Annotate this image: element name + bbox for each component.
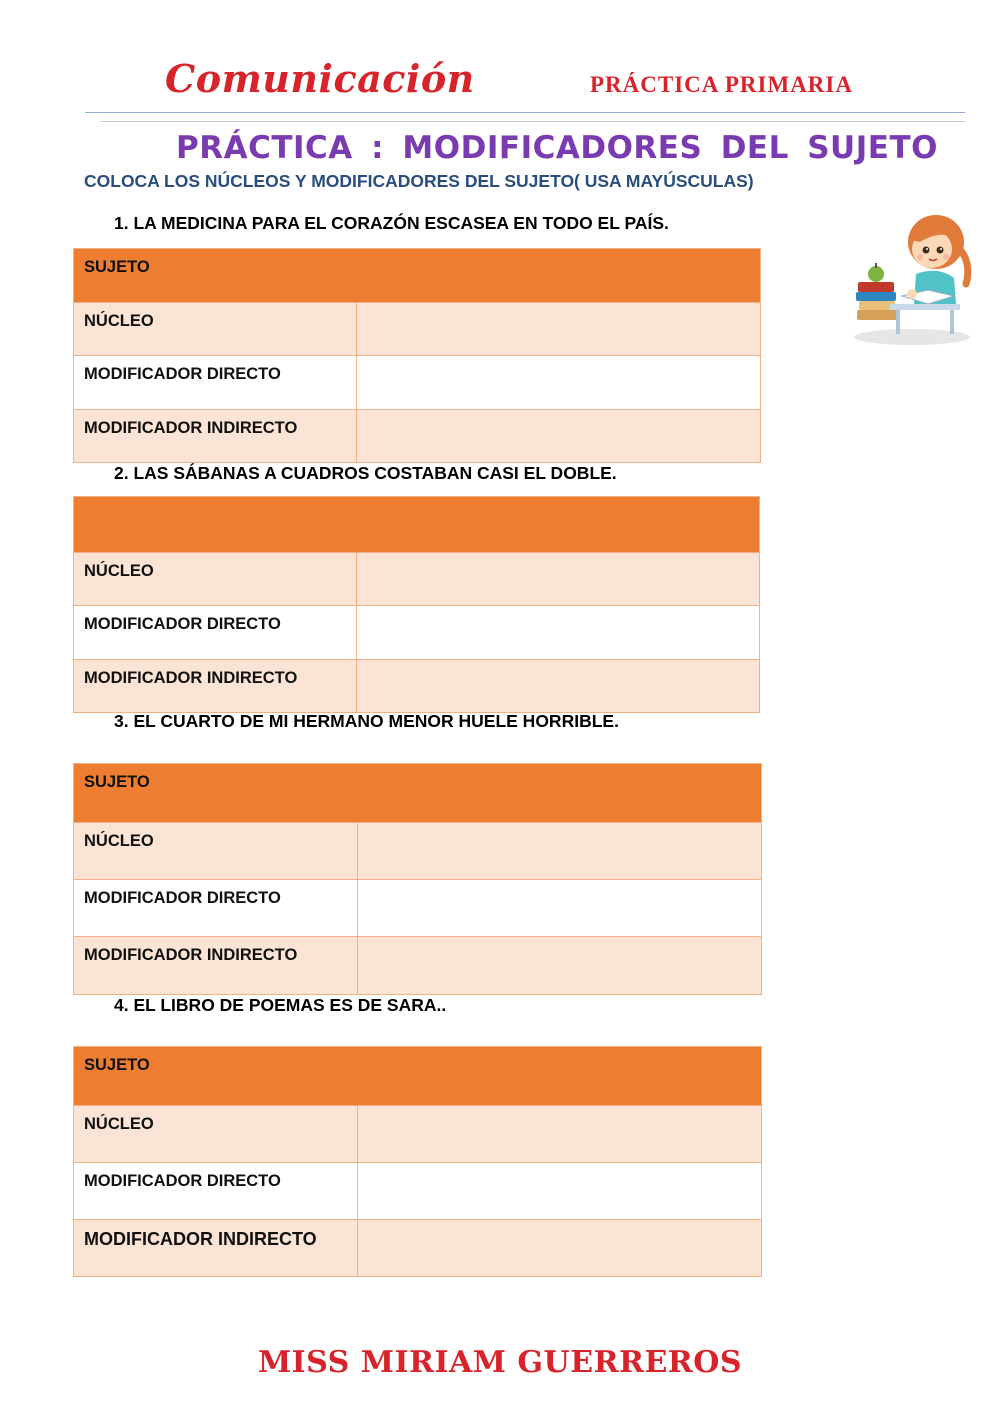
answer-cell[interactable] [357, 606, 759, 659]
exercise-4-sentence: 4. EL LIBRO DE POEMAS ES DE SARA.. [114, 995, 447, 1015]
answer-cell[interactable] [357, 303, 760, 355]
table-row [74, 552, 759, 605]
row-label: NÚCLEO [84, 312, 154, 330]
table-row [74, 659, 759, 712]
table-header-row [74, 249, 760, 302]
table-row [74, 936, 761, 994]
answer-cell[interactable] [357, 356, 760, 409]
table-row [74, 302, 760, 355]
exercise-3-sentence: 3. EL CUARTO DE MI HERMANO MENOR HUELE HORRIBLE. [114, 711, 619, 731]
answer-cell[interactable] [358, 937, 761, 994]
page-title [176, 130, 938, 166]
table-row [74, 605, 759, 659]
header-label: SUJETO [84, 1056, 150, 1074]
answer-cell[interactable] [358, 823, 761, 879]
exercise-2-table [73, 496, 760, 713]
exercise-4-table [73, 1046, 762, 1277]
header-label: SUJETO [84, 773, 150, 791]
row-label: MODIFICADOR DIRECTO [84, 365, 281, 383]
header-label: SUJETO [84, 258, 150, 276]
row-label: MODIFICADOR DIRECTO [84, 889, 281, 907]
row-label: MODIFICADOR INDIRECTO [84, 669, 298, 687]
subject-title: Comunicación [165, 56, 475, 101]
table-row [74, 1105, 761, 1162]
table-row [74, 355, 760, 409]
table-row [74, 822, 761, 879]
table-header-row [74, 497, 759, 552]
table-row [74, 409, 760, 462]
exercise-2-sentence: 2. LAS SÁBANAS A CUADROS COSTABAN CASI EL DOBLE. [114, 463, 617, 483]
exercise-3-table [73, 763, 762, 995]
title-word: : [371, 130, 385, 166]
title-word: DEL [720, 130, 789, 166]
answer-cell[interactable] [357, 660, 759, 712]
exercise-1-table [73, 248, 761, 463]
row-label: MODIFICADOR INDIRECTO [84, 419, 298, 437]
row-label: NÚCLEO [84, 562, 154, 580]
title-word: SUJETO [807, 130, 938, 166]
row-label: MODIFICADOR DIRECTO [84, 615, 281, 633]
instruction-text: COLOCA LOS NÚCLEOS Y MODIFICADORES DEL SUJETO( USA MAYÚSCULAS) [84, 171, 754, 191]
answer-cell[interactable] [357, 410, 760, 462]
row-label: MODIFICADOR DIRECTO [84, 1172, 281, 1190]
header-divider [85, 112, 965, 113]
level-label: PRÁCTICA PRIMARIA [590, 72, 853, 97]
answer-cell[interactable] [358, 1220, 761, 1276]
answer-cell[interactable] [358, 880, 761, 936]
title-word: PRÁCTICA [176, 130, 353, 166]
table-header-row [74, 1047, 761, 1105]
answer-cell[interactable] [358, 1106, 761, 1162]
row-label: MODIFICADOR INDIRECTO [84, 1229, 317, 1249]
answer-cell[interactable] [358, 1163, 761, 1219]
row-label: NÚCLEO [84, 1115, 154, 1133]
row-label: NÚCLEO [84, 832, 154, 850]
table-row [74, 1219, 761, 1276]
exercise-1-sentence: 1. LA MEDICINA PARA EL CORAZÓN ESCASEA EN TODO EL PAÍS. [114, 213, 669, 233]
table-row [74, 1162, 761, 1219]
row-label: MODIFICADOR INDIRECTO [84, 946, 298, 964]
table-row [74, 879, 761, 936]
title-word: MODIFICADORES [402, 130, 703, 166]
header-divider-secondary [100, 121, 965, 122]
author-footer: MISS MIRIAM GUERREROS [257, 1345, 743, 1380]
table-header-row [74, 764, 761, 822]
girl-reading-illustration [850, 212, 975, 347]
answer-cell[interactable] [357, 553, 759, 605]
